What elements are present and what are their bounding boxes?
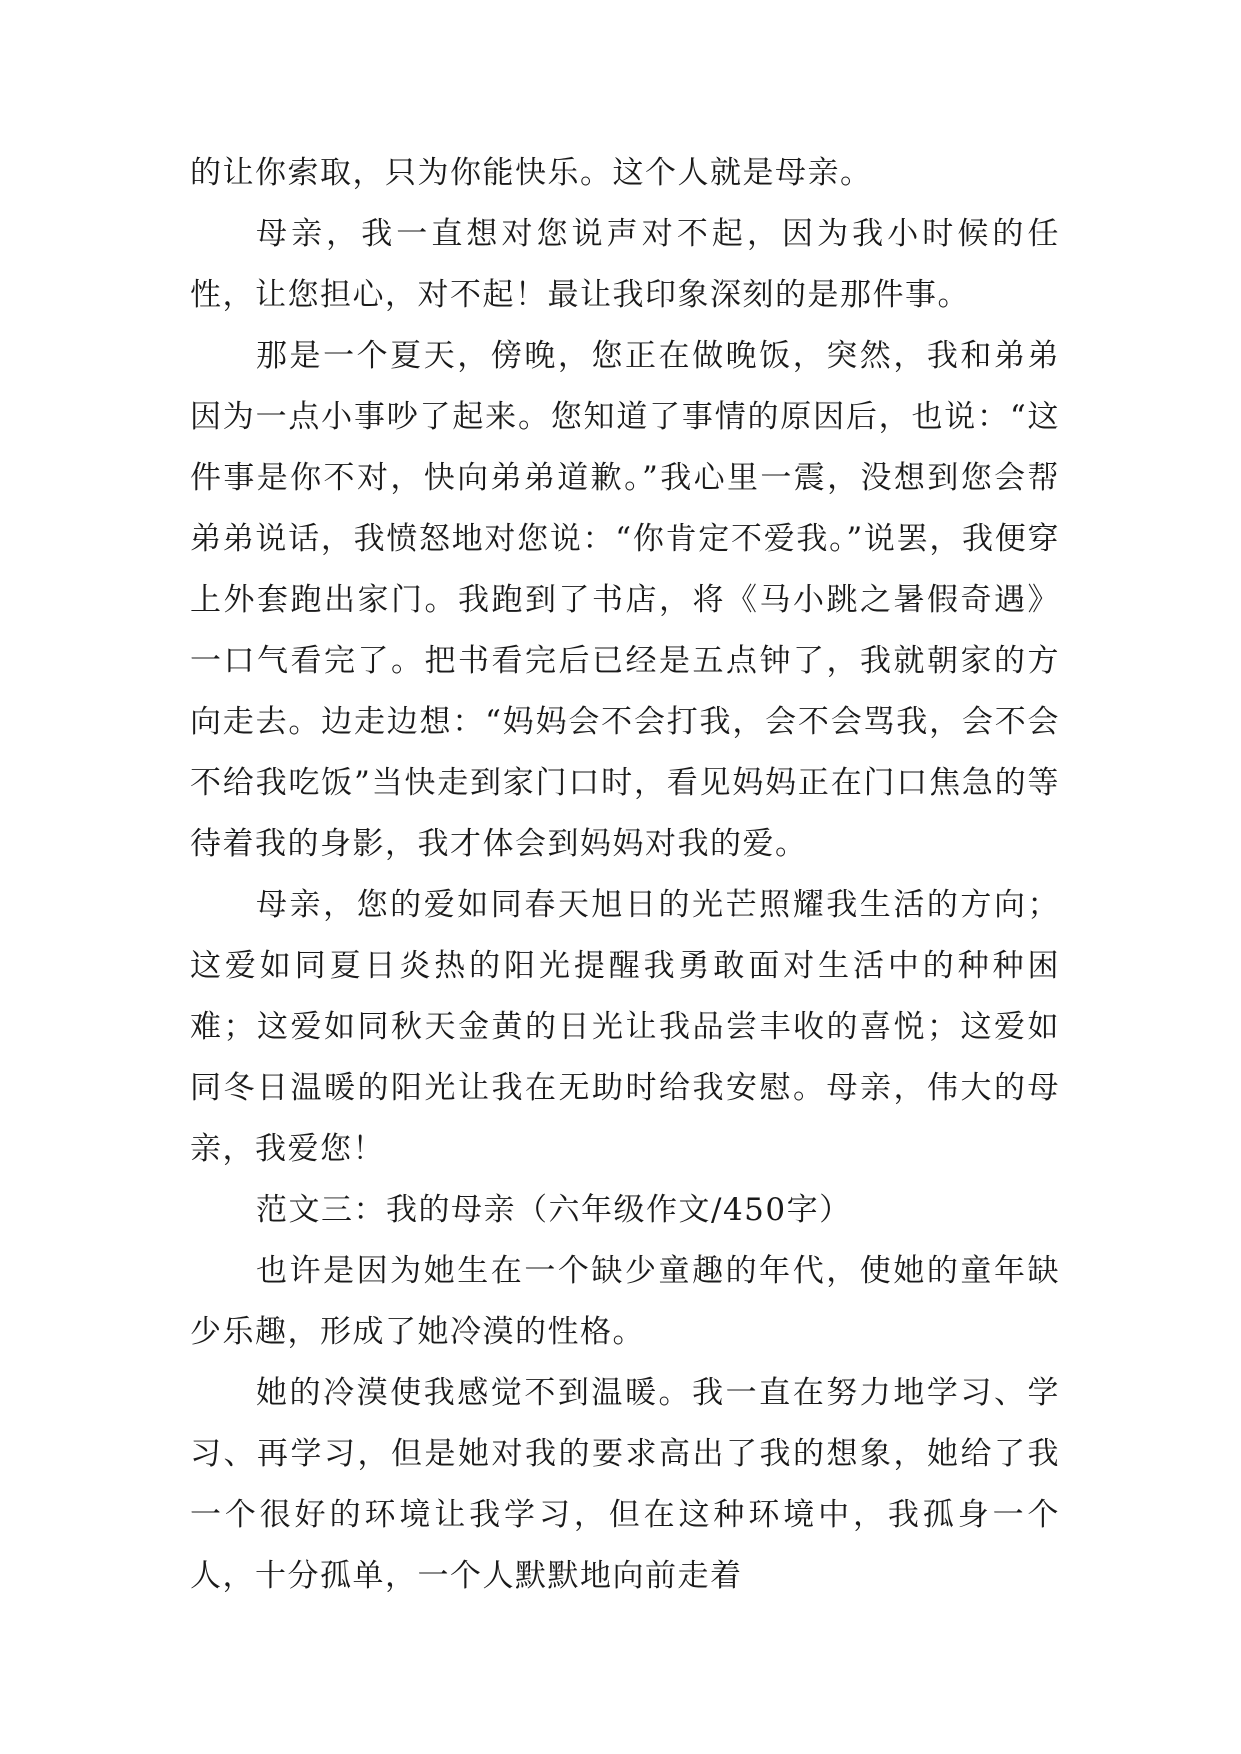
paragraph-4: 母亲，您的爱如同春天旭日的光芒照耀我生活的方向；这爱如同夏日炎热的阳光提醒我勇敢面对生活中的种种困难；这爱如同秋天金黄的日光让我品尝丰收的喜悦；这爱如同冬日温暖的阳光让我在无助时给我安慰。母亲，伟大的母亲，我爱您！	[190, 887, 1060, 1167]
paragraph-1: 的让你索取，只为你能快乐。这个人就是母亲。	[190, 155, 873, 191]
section-heading: 范文三：我的母亲（六年级作文/450字）	[256, 1192, 852, 1228]
document-page	[190, 143, 1060, 1607]
paragraph-3: 那是一个夏天，傍晚，您正在做晚饭，突然，我和弟弟因为一点小事吵了起来。您知道了事情的原因后，也说：“这件事是你不对，快向弟弟道歉。”我心里一震，没想到您会帮弟弟说话，我愤怒地对您说：“你肯定不爱我。”说罢，我便穿上外套跑出家门。我跑到了书店，将《马小跳之暑假奇遇》一口气看完了。把书看完后已经是五点钟了，我就朝家的方向走去。边走边想：“妈妈会不会打我，会不会骂我，会不会不给我吃饭”当快走到家门口时，看见妈妈正在门口焦急的等待着我的身影，我才体会到妈妈对我的爱。	[190, 338, 1060, 862]
paragraph-5: 也许是因为她生在一个缺少童趣的年代，使她的童年缺少乐趣，形成了她冷漠的性格。	[190, 1253, 1060, 1350]
paragraph-6: 她的冷漠使我感觉不到温暖。我一直在努力地学习、学习、再学习，但是她对我的要求高出了我的想象，她给了我一个很好的环境让我学习，但在这种环境中，我孤身一个人，十分孤单，一个人默默地向前走着	[190, 1375, 1060, 1594]
paragraph-2: 母亲，我一直想对您说声对不起，因为我小时候的任性，让您担心，对不起！最让我印象深刻的是那件事。	[190, 216, 1060, 313]
